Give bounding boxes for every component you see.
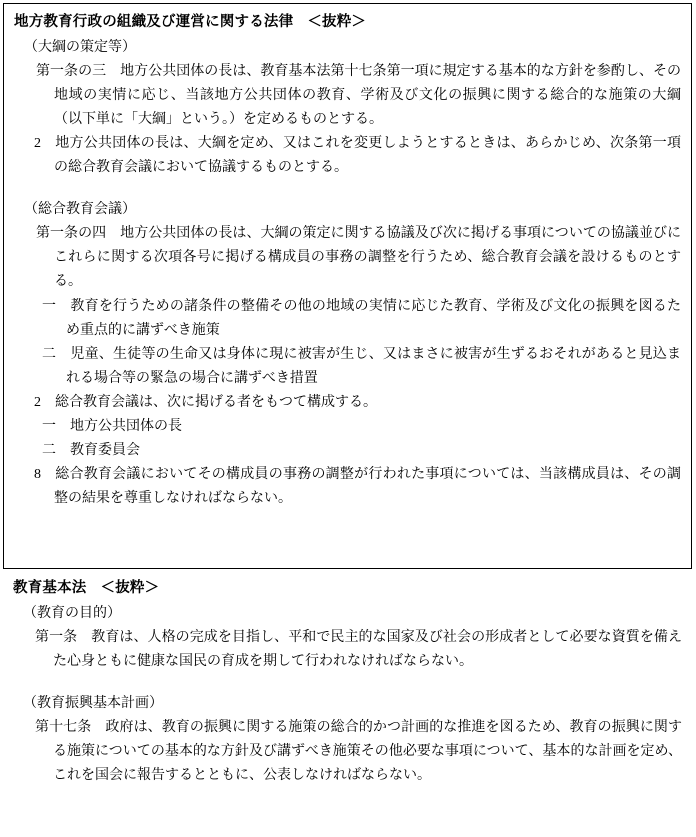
kyoiku-kihonho-excerpt-note: ＜抜粋＞: [100, 580, 160, 596]
kihonho-article-17-label: 第十七条: [35, 720, 92, 736]
article-1-4-text: 地方公共団体の長は、大綱の策定に関する協議及び次に掲げる事項についての協議並びにこれらに関する次項各号に掲げる構成員の事務の調整を行うため、総合教育会議を設けるものとする。: [54, 226, 682, 290]
article-1-4-para-2-text: 総合教育会議は、次に掲げる者をもつて構成する。: [55, 394, 377, 410]
article-1-4-item-2: [14, 343, 681, 391]
article-1-4-para-8: [14, 463, 681, 511]
article-1-4-para-2-item-2-label: 二: [42, 443, 56, 458]
law-title-excerpt-note: ＜抜粋＞: [307, 14, 367, 30]
article-1-3-para-2-text: 地方公共団体の長は、大綱を定め、又はこれを変更しようとするときは、あらかじめ、次条第一項の総合教育会議において協議するものとする。: [54, 136, 681, 176]
article-1-4-para-2-item-1: [14, 415, 681, 439]
block-spacer: [14, 180, 681, 198]
article-1-4-para-2-item-1-label: 一: [42, 418, 56, 434]
article-1-4-item-1: [14, 295, 681, 343]
article-1-3: [14, 60, 681, 132]
article-1-3-para-2-label: 2: [34, 136, 41, 152]
article-1-4-para-2-item-1-text: 地方公共団体の長: [70, 418, 182, 434]
kihonho-article-17: [13, 716, 682, 788]
kyoiku-kihonho-section: [3, 578, 692, 834]
article-1-4-item-2-text: 児童、生徒等の生命又は身体に現に被害が生じ、又はまさに被害が生ずるおそれがあると見込まれる場合等の緊急の場合に講ずべき措置: [66, 346, 682, 386]
kihonho-article-1-label: 第一条: [35, 629, 78, 645]
article-1-4-item-2-label: 二: [42, 346, 57, 362]
article-1-4-para-2-item-2: [14, 439, 681, 463]
article-1-3-text: 地方公共団体の長は、教育基本法第十七条第一項に規定する基本的な方針を参酌し、その地域の実情に応じ、当該地方公共団体の教育、学術及び文化の振興に関する総合的な施策の大綱（以下単に「大綱」という。）を定めるものとする。: [54, 63, 682, 127]
section-heading-sogo-kyoiku-kaigi: （総合教育会議）: [24, 202, 136, 218]
section-heading-taiko: （大綱の策定等）: [24, 39, 136, 55]
lower-block-spacer: [13, 674, 682, 692]
section-heading-kyoiku-shinko-kihon-keikaku: （教育振興基本計画）: [23, 695, 163, 711]
article-1-4-para-2-label: 2: [34, 394, 41, 410]
law-title-text: 地方教育行政の組織及び運営に関する法律: [14, 14, 294, 30]
law-excerpt-box: [3, 3, 692, 569]
article-1-4-para-2-item-2-text: 教育委員会: [70, 443, 140, 458]
article-1-4-item-1-label: 一: [42, 298, 57, 314]
article-1-3-para-2: [14, 132, 681, 180]
article-1-3-label: 第一条の三: [36, 63, 107, 79]
kihonho-article-17-text: 政府は、教育の振興に関する施策の総合的かつ計画的な推進を図るため、教育の振興に関する施策についての基本的な方針及び講ずべき施策その他必要な事項について、基本的な計画を定め、これを国会に報告するとともに、公表しなければならない。: [53, 720, 683, 784]
kihonho-article-1: [13, 626, 682, 674]
kyoiku-kihonho-title-text: 教育基本法: [13, 580, 87, 596]
kihonho-article-1-text: 教育は、人格の完成を目指し、平和で民主的な国家及び社会の形成者として必要な資質を備えた心身ともに健康な国民の育成を期して行われなければならない。: [53, 629, 683, 669]
section-heading-kyoiku-no-mokuteki: （教育の目的）: [23, 605, 121, 621]
article-1-4-label: 第一条の四: [36, 226, 107, 242]
article-1-4-item-1-text: 教育を行うための諸条件の整備その他の地域の実情に応じた教育、学術及び文化の振興を図るため重点的に講ずべき施策: [66, 298, 682, 338]
law-title: [14, 12, 681, 34]
article-1-4-para-8-text: 総合教育会議においてその構成員の事務の調整が行われた事項については、当該構成員は、その調整の結果を尊重しなければならない。: [54, 467, 681, 507]
article-1-4-para-8-label: 8: [34, 467, 41, 483]
kyoiku-kihonho-title: [13, 578, 682, 600]
article-1-4-para-2: [14, 391, 681, 415]
article-1-4: [14, 222, 681, 294]
